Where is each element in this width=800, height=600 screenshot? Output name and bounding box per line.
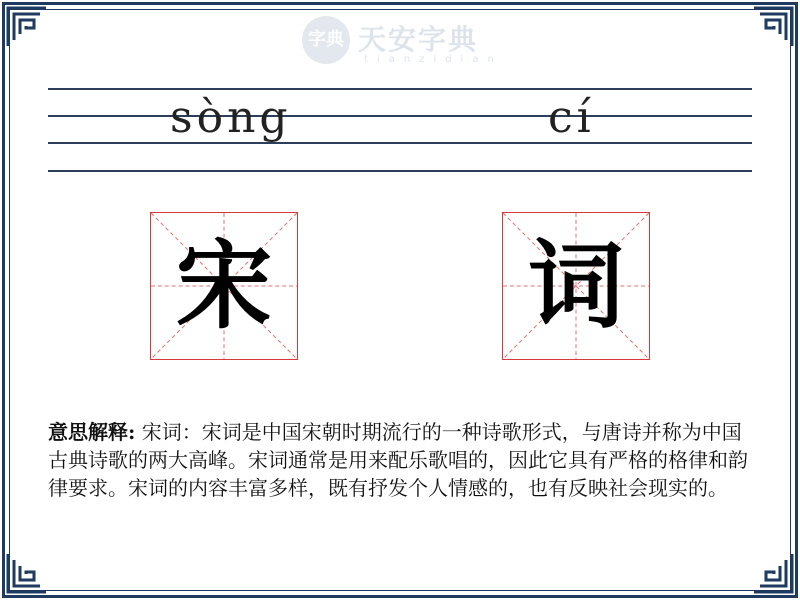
character-grid-1 xyxy=(150,212,298,360)
corner-ornament-icon xyxy=(752,552,794,594)
logo-subtitle: tianzidian xyxy=(364,54,503,65)
character-grid-2 xyxy=(502,212,650,360)
logo-emblem: 字典 xyxy=(302,16,350,64)
character-2: 词 xyxy=(528,229,624,342)
meaning-paragraph xyxy=(48,418,748,502)
pinyin-2: cí xyxy=(548,92,595,143)
logo-title: 天安字典 xyxy=(358,23,479,56)
pinyin-ruled-lines xyxy=(48,88,752,174)
corner-ornament-icon xyxy=(6,552,48,594)
corner-ornament-icon xyxy=(6,6,48,48)
site-logo xyxy=(302,14,502,70)
pinyin-1: sòng xyxy=(170,92,292,143)
corner-ornament-icon xyxy=(752,6,794,48)
meaning-label: 意思解释: xyxy=(48,420,136,444)
character-1: 宋 xyxy=(176,229,272,342)
meaning-text: 宋词：宋词是中国宋朝时期流行的一种诗歌形式，与唐诗并称为中国古典诗歌的两大高峰。宋词通常是用来配乐歌唱的，因此它具有严格的格律和韵律要求。宋词的内容丰富多样，既有抒发个人情感的，也有反映社会现实的。 xyxy=(48,420,748,500)
